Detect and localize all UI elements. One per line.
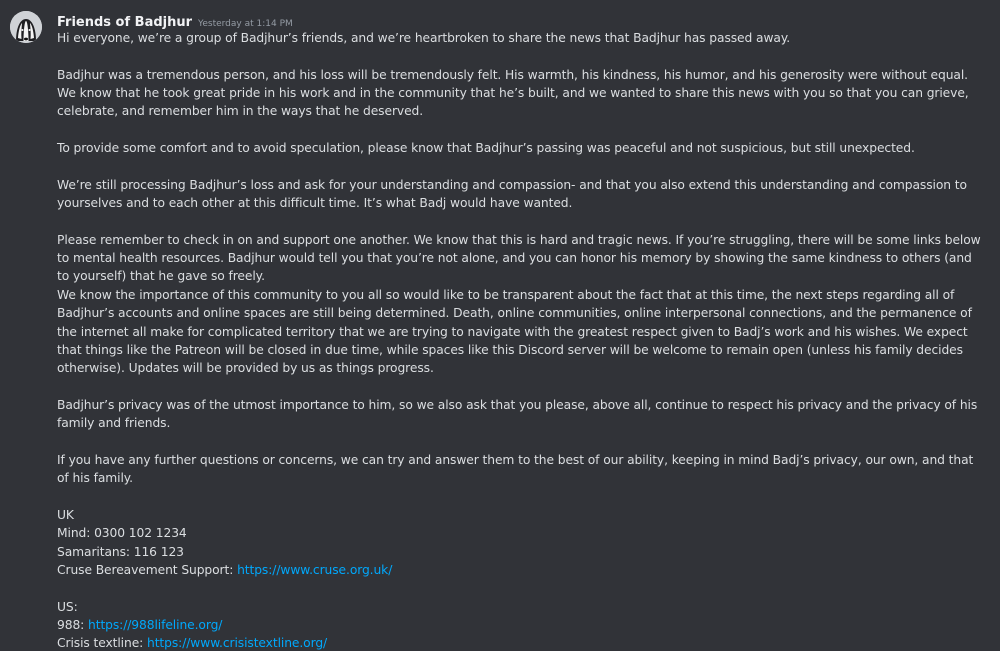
message-paragraph: We’re still processing Badjhur’s loss and ask for your understanding and compassion- and that you also extend this understanding and compassion to yourselves and to each other at this difficult time. It’s what Badj would have wanted. [57,177,967,211]
uk-mind-line: Mind: 0300 102 1234 [57,526,187,541]
cruse-link[interactable]: https://www.cruse.org.uk/ [237,562,393,577]
uk-samaritans-line: Samaritans: 116 123 [57,544,184,559]
paragraph-gap [57,488,987,506]
message-paragraph: We know the importance of this community to you all so would like to be transparent about the fact that at this time, the next steps regarding all of Badjhur’s accounts and online spaces are still being determined. Death, online communities, online interpersonal connections, and the permanence of the internet all make for complicated territory that we are trying to navigate with the greatest respect given to Badj’s work and his wishes. We expect that things like the Patreon will be closed in due time, while spaces like this Discord server will be welcome to remain open (unless his family decides otherwise). Updates will be provided by us as things progress. [57,287,972,376]
message-content [57,29,987,651]
paragraph-gap [57,433,987,451]
message-header [57,11,293,29]
paragraph-gap [57,579,987,597]
lifeline-label: 988: [57,618,89,632]
textline-link[interactable]: https://www.crisistextline.org/ [147,636,328,651]
us-heading: US: [57,599,78,614]
paragraph-gap [57,212,987,230]
badger-avatar-icon[interactable] [10,11,42,43]
uk-heading: UK [57,507,74,522]
paragraph-gap [57,47,987,65]
paragraph-gap [57,157,987,175]
uk-cruse-line [57,561,987,579]
cruse-label: Cruse Bereavement Support: [57,562,238,577]
us-textline-line [57,634,987,651]
us-988-line [57,616,987,634]
message-paragraph: Badjhur’s privacy was of the utmost importance to him, so we also ask that you please, above all, continue to respect his privacy and the privacy of his family and friends. [57,397,978,431]
message-paragraph: Badjhur was a tremendous person, and his loss will be tremendously felt. His warmth, his kindness, his humor, and his generosity were without equal. We know that he took great pride in his work and in the community that he’s built, and we wanted to share this news with you so that you can grieve, celebrate, and remember him in the ways that he deserved. [57,67,969,119]
lifeline-link[interactable]: https://988lifeline.org/ [88,618,223,632]
paragraph-gap [57,378,987,396]
message-paragraph: If you have any further questions or concerns, we can try and answer them to the best of our ability, keeping in mind Badj’s privacy, our own, and that of his family. [57,452,974,486]
message-paragraph: To provide some comfort and to avoid speculation, please know that Badjhur’s passing was peaceful and not suspicious, but still unexpected. [57,141,915,156]
author-name[interactable]: Friends of Badjhur [57,15,193,30]
textline-label: Crisis textline: [57,636,148,651]
message-paragraph: Please remember to check in on and support one another. We know that this is hard and tragic news. If you’re struggling, there will be some links below to mental health resources. Badjhur would tell you that you’re not alone, and you can honor his memory by showing the same kindness to others (and to yourself) that he gave so freely. [57,232,981,284]
message-timestamp: Yesterday at 1:14 PM [198,19,293,29]
paragraph-gap [57,121,987,139]
message-paragraph: Hi everyone, we’re a group of Badjhur’s friends, and we’re heartbroken to share the news that Badjhur has passed away. [57,31,791,45]
